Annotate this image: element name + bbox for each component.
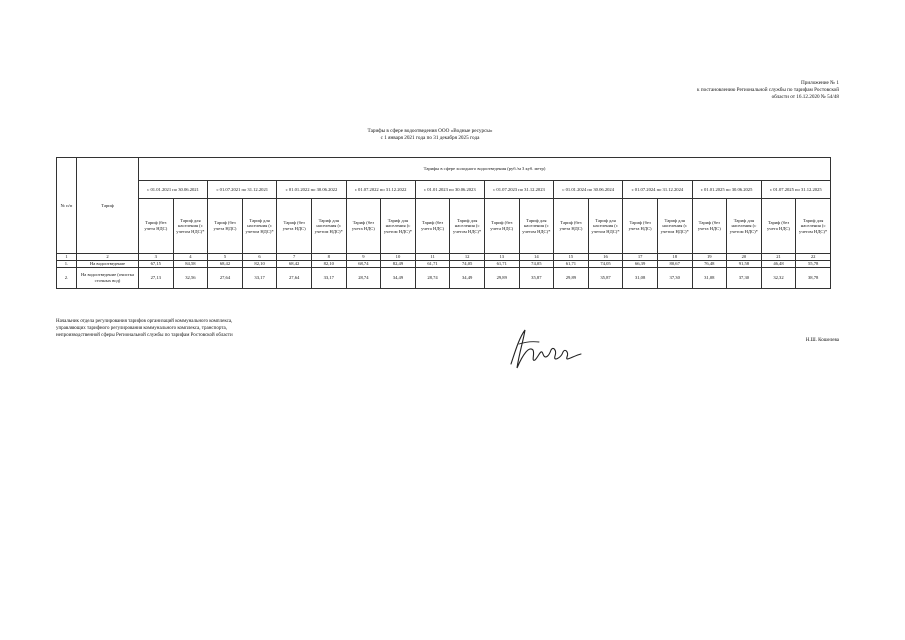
tariff-value-cell: 82,49 xyxy=(381,260,416,267)
period-header: с 01.07.2024 по 31.12.2024 xyxy=(623,181,692,199)
column-number: 6 xyxy=(242,254,277,261)
column-number: 3 xyxy=(139,254,174,261)
period-header: с 01.01.2022 по 30.06.2022 xyxy=(277,181,346,199)
tariff-value-cell: 91,58 xyxy=(727,260,762,267)
tariff-value-cell: 74,05 xyxy=(519,260,554,267)
tariff-value-cell: 32,56 xyxy=(173,267,208,288)
tariff-kind-header: Тариф (без учета НДС) xyxy=(761,199,796,254)
tariff-value-cell: 29,89 xyxy=(484,267,519,288)
tariff-value-cell: 80,67 xyxy=(657,260,692,267)
title-line-2: с 1 января 2021 года по 31 декабря 2025 года xyxy=(380,135,480,141)
tariff-value-cell: 76,48 xyxy=(692,260,727,267)
header-row-periods xyxy=(57,181,831,199)
period-header: с 01.01.2024 по 30.06.2024 xyxy=(554,181,623,199)
appendix-block xyxy=(599,80,839,101)
tariff-kind-header: Тариф для населения (с учетом НДС)* xyxy=(311,199,346,254)
period-header: с 01.07.2021 по 31.12.2021 xyxy=(208,181,277,199)
tariff-value-cell: 31,08 xyxy=(692,267,727,288)
tariff-kind-header: Тариф (без учета НДС) xyxy=(692,199,727,254)
document-title xyxy=(300,128,560,142)
tariff-value-cell: 61,71 xyxy=(554,260,589,267)
tariff-value-cell: 27,64 xyxy=(277,267,312,288)
tariff-value-cell: 66,39 xyxy=(623,260,658,267)
tariff-kind-header: Тариф (без учета НДС) xyxy=(554,199,589,254)
handwritten-signature xyxy=(505,324,585,374)
tariff-value-cell: 74,05 xyxy=(450,260,485,267)
tariff-value-cell: 84,58 xyxy=(173,260,208,267)
header-row-column-numbers xyxy=(57,254,831,261)
row-number: 1. xyxy=(57,260,77,267)
supply-header: Тарифы в сфере холодного водоотведения (руб./м 3 куб. метр) xyxy=(139,158,831,181)
period-header: с 01.07.2023 по 31.12.2023 xyxy=(484,181,553,199)
column-number: 19 xyxy=(692,254,727,261)
tariff-kind-header: Тариф (без учета НДС) xyxy=(208,199,243,254)
tariff-value-cell: 37,30 xyxy=(657,267,692,288)
period-header: с 01.07.2025 по 31.12.2025 xyxy=(761,181,830,199)
column-number: 10 xyxy=(381,254,416,261)
column-number: 13 xyxy=(484,254,519,261)
tariff-value-cell: 61,71 xyxy=(484,260,519,267)
tariff-value-cell: 67,15 xyxy=(139,260,174,267)
row-number: 2. xyxy=(57,267,77,288)
tariff-kind-header: Тариф для населения (с учетом НДС)* xyxy=(588,199,623,254)
tariff-value-cell: 34,49 xyxy=(450,267,485,288)
tariff-value-cell: 55,78 xyxy=(796,260,831,267)
tariff-value-cell: 33,17 xyxy=(311,267,346,288)
appendix-line-2: к постановлению Региональной службы по тарифам Ростовской xyxy=(697,87,839,93)
tariff-value-cell: 33,17 xyxy=(242,267,277,288)
tariff-value-cell: 32,32 xyxy=(761,267,796,288)
tariff-value-cell: 28,74 xyxy=(346,267,381,288)
tariff-value-cell: 35,87 xyxy=(519,267,554,288)
tariff-kind-header: Тариф для населения (с учетом НДС)* xyxy=(173,199,208,254)
position-line-2: управляющих тарифного регулирования коммунального комплекса, транспорта, xyxy=(56,326,227,331)
appendix-line-3: области от 16.12.2020 № 54/48 xyxy=(771,94,839,100)
column-number: 22 xyxy=(796,254,831,261)
column-number: 12 xyxy=(450,254,485,261)
tariff-kind-header: Тариф для населения (с учетом НДС)* xyxy=(796,199,831,254)
column-number: 1 xyxy=(57,254,77,261)
tariff-kind-header: Тариф (без учета НДС) xyxy=(415,199,450,254)
tariff-value-cell: 68,74 xyxy=(346,260,381,267)
tariff-value-cell: 46,48 xyxy=(761,260,796,267)
tariff-value-cell: 28,74 xyxy=(415,267,450,288)
tariff-kind-header: Тариф для населения (с учетом НДС)* xyxy=(657,199,692,254)
col-num-header: № п/п xyxy=(57,158,77,254)
col-tariff-header: Тариф xyxy=(77,158,139,254)
tariff-value-cell: 29,89 xyxy=(554,267,589,288)
period-header: с 01.01.2021 по 30.06.2021 xyxy=(139,181,208,199)
tariff-value-cell: 74,05 xyxy=(588,260,623,267)
footer-position xyxy=(56,318,296,339)
period-header: с 01.07.2022 по 31.12.2022 xyxy=(346,181,415,199)
column-number: 8 xyxy=(311,254,346,261)
tariff-kind-header: Тариф (без учета НДС) xyxy=(484,199,519,254)
tariff-kind-header: Тариф для населения (с учетом НДС)* xyxy=(727,199,762,254)
column-number: 9 xyxy=(346,254,381,261)
tariff-value-cell: 27,64 xyxy=(208,267,243,288)
period-header: с 01.01.2025 по 30.06.2025 xyxy=(692,181,761,199)
column-number: 15 xyxy=(554,254,589,261)
tariff-kind-header: Тариф для населения (с учетом НДС)* xyxy=(519,199,554,254)
tariff-value-cell: 31,08 xyxy=(623,267,658,288)
position-line-3: непроизводственной сферы Региональной службы по тарифам Ростовской области xyxy=(56,333,233,338)
column-number: 4 xyxy=(173,254,208,261)
table-row xyxy=(57,267,831,288)
tariff-kind-header: Тариф (без учета НДС) xyxy=(139,199,174,254)
row-tariff-name: На водоотведение xyxy=(77,260,139,267)
column-number: 7 xyxy=(277,254,312,261)
period-header: с 01.01.2023 по 30.06.2023 xyxy=(415,181,484,199)
tariff-value-cell: 68,42 xyxy=(208,260,243,267)
tariff-value-cell: 34,49 xyxy=(381,267,416,288)
tariff-kind-header: Тариф для населения (с учетом НДС)* xyxy=(242,199,277,254)
signer-name: Н.Ш. Кошелева xyxy=(805,338,839,343)
tariff-value-cell: 38,78 xyxy=(796,267,831,288)
column-number: 17 xyxy=(623,254,658,261)
tariff-kind-header: Тариф для населения (с учетом НДС)* xyxy=(450,199,485,254)
column-number: 21 xyxy=(761,254,796,261)
tariff-value-cell: 82,10 xyxy=(242,260,277,267)
column-number: 2 xyxy=(77,254,139,261)
header-row-tariff-kinds xyxy=(57,199,831,254)
column-number: 18 xyxy=(657,254,692,261)
tariff-value-cell: 37,30 xyxy=(727,267,762,288)
position-line-1: Начальник отдела регулирования тарифов организаций коммунального комплекса, xyxy=(56,319,233,324)
tariff-kind-header: Тариф (без учета НДС) xyxy=(277,199,312,254)
row-tariff-name: На водоотведение (очистка сточных вод) xyxy=(77,267,139,288)
tariff-kind-header: Тариф для населения (с учетом НДС)* xyxy=(381,199,416,254)
tariff-value-cell: 61,71 xyxy=(415,260,450,267)
tariff-value-cell: 68,42 xyxy=(277,260,312,267)
tariff-table xyxy=(56,157,831,289)
tariff-value-cell: 27,13 xyxy=(139,267,174,288)
column-number: 14 xyxy=(519,254,554,261)
column-number: 5 xyxy=(208,254,243,261)
header-row-supply xyxy=(57,158,831,181)
tariff-kind-header: Тариф (без учета НДС) xyxy=(623,199,658,254)
tariff-value-cell: 35,87 xyxy=(588,267,623,288)
tariff-value-cell: 82,10 xyxy=(311,260,346,267)
column-number: 16 xyxy=(588,254,623,261)
title-line-1: Тарифы в сфере водоотведения ООО «Водные ресурсы» xyxy=(367,128,493,134)
tariff-kind-header: Тариф (без учета НДС) xyxy=(346,199,381,254)
table-row xyxy=(57,260,831,267)
column-number: 20 xyxy=(727,254,762,261)
column-number: 11 xyxy=(415,254,450,261)
appendix-line-1: Приложение № 1 xyxy=(801,80,839,86)
